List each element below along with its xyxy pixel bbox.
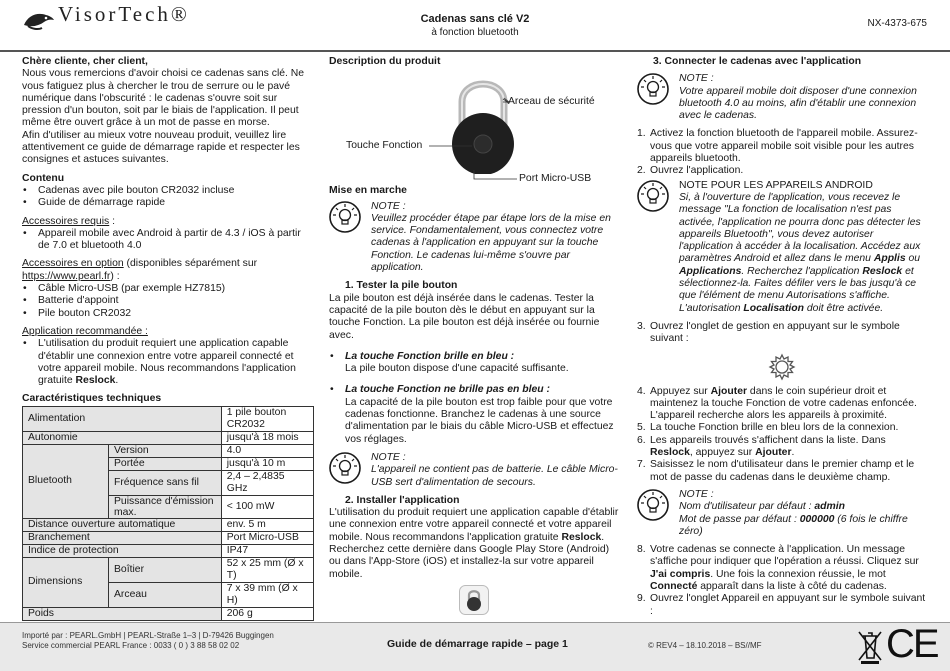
note-text: Votre appareil mobile doit disposer d'une connexion bluetooth 4.0 au moins, afin d'établir une connexion avec le cadenas. xyxy=(679,85,917,122)
app-heading: Application recommandée : xyxy=(22,325,148,337)
service-line: Service commercial PEARL France : 0033 ( 0 ) 3 88 58 02 02 xyxy=(22,641,240,650)
ce-mark: CE xyxy=(886,622,938,666)
step3-heading: 3. Connecter le cadenas avec l'application xyxy=(653,56,862,67)
revision: © REV4 – 18.10.2018 – BS//MF xyxy=(648,641,762,650)
intro-paragraph: Nous vous remercions d'avoir choisi ce cadenas sans clé. Ne vous fatiguez plus à chercher le trou de serrure ou le pavé numérique dans l'obscurité : le cadenas s'ouvre soit sur pression d'un bouton, soit par le biais de l'application. Il peut même être ouvert grâce à un mot de passe en morse. xyxy=(22,68,305,129)
column-2 xyxy=(329,56,619,615)
doc-subtitle: à fonction bluetooth xyxy=(431,27,519,38)
acc-opt-heading: Accessoires en option (disponibles séparément sur https://www.pearl.fr) : xyxy=(22,258,258,282)
table-row: Alimentation 1 pile bouton CR2032 xyxy=(23,406,314,431)
importer-line: Importé par : PEARL.GmbH | PEARL-Straße 1–3 | D-79426 Buggingen xyxy=(22,631,274,640)
specs-table xyxy=(22,406,314,621)
list-item: 3. Ouvrez l'onglet de gestion en appuyant sur le symbole suivant : xyxy=(637,320,900,345)
list-item: 4. Appuyez sur Ajouter dans le coin supérieur droit et maintenez la touche Fonction de votre cadenas enfoncée. L'appareil recherche alors les appareils à proximité. xyxy=(637,385,917,422)
note-box-credentials xyxy=(637,489,929,538)
list-item: • Câble Micro-USB (par exemple HZ7815) xyxy=(22,283,314,295)
mise-en-marche-heading: Mise en marche xyxy=(329,185,407,197)
note-label: NOTE : xyxy=(371,200,406,212)
list-item: 8. Votre cadenas se connecte à l'application. Un message s'affiche pour indiquer que l'opération a réussi. Cliquez sur J'ai compris. Une fois la connexion réussie, le mot Connecté apparaît dans la liste à côté du cadenas. xyxy=(637,544,919,592)
greeting: Chère cliente, cher client, xyxy=(22,56,148,67)
list-item: 5. La touche Fonction brille en bleu lors de la connexion. xyxy=(637,422,899,434)
note-box xyxy=(329,452,619,489)
specs-heading: Caractéristiques techniques xyxy=(22,393,162,405)
label-arceau: Arceau de sécurité xyxy=(508,96,595,108)
table-row: Portée jusqu'à 10 m xyxy=(23,457,314,470)
table-row: Puissance d'émission max. < 100 mW xyxy=(23,495,314,518)
page-label: Guide de démarrage rapide – page 1 xyxy=(387,638,568,650)
importer-info xyxy=(22,631,274,651)
step2-heading: 2. Installer l'application xyxy=(345,494,460,506)
lightbulb-icon xyxy=(637,180,669,212)
note-label: NOTE : xyxy=(679,488,714,500)
leader-line-port-icon xyxy=(473,170,519,182)
lightbulb-icon xyxy=(329,452,361,484)
list-item: • La touche Fonction ne brille pas en bleu : La capacité de la pile bouton est trop faible pour que votre cadenas fonctionne. Branchez le cadenas à une source d'alimentation par le biais du câble Micro-USB et effectuez vos réglages. xyxy=(329,384,619,445)
note-text: Nom d'utilisateur par défaut : admin xyxy=(679,501,846,513)
column-3 xyxy=(637,56,929,618)
label-touche: Touche Fonction xyxy=(346,140,423,152)
intro-paragraph-2: Afin d'utiliser au mieux votre nouveau produit, veuillez lire attentivement ce guide de démarrage rapide et respecter les consignes et astuces suivantes. xyxy=(22,129,300,166)
contenu-list xyxy=(22,185,314,210)
steps-list-c xyxy=(637,386,929,484)
product-diagram xyxy=(329,68,619,174)
app-list xyxy=(22,338,314,387)
table-row: Autonomie jusqu'à 18 mois xyxy=(23,431,314,444)
table-row: Arceau 7 x 39 mm (Ø x H) xyxy=(23,582,314,607)
padlock-illustration-icon xyxy=(329,68,619,174)
table-row: Branchement Port Micro-USB xyxy=(23,531,314,544)
capacity-list xyxy=(329,351,619,446)
note-box-android xyxy=(637,180,929,315)
column-1 xyxy=(22,56,314,621)
note-text: Si, à l'ouverture de l'application, vous recevez le message "La fonction de localisation n'est pas activée, l'application ne pourra donc pas détecter les appareils Bluetooth", vous devez autoriser l'application à accéder à la localisation. Accédez aux paramètres Android et allez dans le menu Applis ou Applications. Recherchez l'application Reslock et sélectionnez-la. Faites défiler vers le bas jusqu'à ce que l'élément de menu Autorisations s'affiche. L'autorisation Localisation doit être activée. xyxy=(679,191,921,314)
table-row: Distance ouverture automatique env. 5 m xyxy=(23,518,314,531)
note-box xyxy=(329,201,619,275)
list-item: • Cadenas avec pile bouton CR2032 incluse xyxy=(22,185,314,197)
note-text: Veuillez procéder étape par étape lors de la mise en service. Fondamentalement, vous connectez votre cadenas à l'application en appuyant sur la touche Fonction. Le cadenas lui-même s'ouvre par application. xyxy=(371,212,611,274)
list-item: 7. Saisissez le nom d'utilisateur dans le premier champ et le mot de passe du cadenas dans le deuxième champ. xyxy=(637,459,915,483)
gear-icon xyxy=(768,353,796,381)
note-label: NOTE : xyxy=(371,451,406,463)
steps-list-a xyxy=(637,128,929,177)
table-row: Poids 206 g xyxy=(23,607,314,620)
list-item: • Appareil mobile avec Android à partir de 4.3 / iOS à partir de 7.0 et bluetooth 4.0 xyxy=(22,228,314,253)
table-row: Dimensions Boîtier 52 x 25 mm (Ø x T) xyxy=(23,557,314,582)
acc-req-list xyxy=(22,228,314,253)
note-text: Mot de passe par défaut : 000000 (6 fois le chiffre zéro) xyxy=(679,513,908,537)
list-item: • Pile bouton CR2032 xyxy=(22,308,314,320)
brand-name: VisorTech® xyxy=(58,2,190,26)
doc-title: Cadenas sans clé V2 xyxy=(420,13,530,25)
note-box xyxy=(637,73,929,122)
list-item: • L'utilisation du produit requiert une application capable d'établir une connexion entre votre appareil connecté et votre appareil mobile. Nous recommandons l'application gratuite Reslock. xyxy=(22,338,314,387)
list-item: • Guide de démarrage rapide xyxy=(22,197,314,209)
table-row: Bluetooth Version 4.0 xyxy=(23,444,314,457)
list-item: • La touche Fonction brille en bleu : La pile bouton dispose d'une capacité suffisante. xyxy=(329,351,619,376)
lightbulb-icon xyxy=(637,489,669,521)
table-row: Fréquence sans fil 2,4 – 2,4835 GHz xyxy=(23,470,314,495)
lightbulb-icon xyxy=(329,201,361,233)
list-item: • Batterie d'appoint xyxy=(22,295,314,307)
weee-bin-icon xyxy=(855,628,885,664)
contenu-heading: Contenu xyxy=(22,172,65,184)
list-item: 1. Activez la fonction bluetooth de l'appareil mobile. Assurez-vous que votre appareil mobile soit visible pour les autres appareils bluetooth. xyxy=(637,128,918,165)
note-label: NOTE POUR LES APPAREILS ANDROID xyxy=(679,179,873,191)
label-port: Port Micro-USB xyxy=(519,173,592,185)
pearl-link[interactable]: https://www.pearl.fr xyxy=(22,270,111,282)
description-heading: Description du produit xyxy=(329,56,441,67)
note-text: L'appareil ne contient pas de batterie. Le câble Micro-USB sert d'alimentation de secours. xyxy=(371,464,618,488)
product-ref: NX-4373-675 xyxy=(867,18,927,29)
list-item: 6. Les appareils trouvés s'affichent dans la liste. Dans Reslock, appuyez sur Ajouter. xyxy=(637,434,886,459)
table-row: Indice de protection IP47 xyxy=(23,544,314,557)
note-label: NOTE : xyxy=(679,73,714,85)
steps-list-b xyxy=(637,321,929,346)
list-item: 2. Ouvrez l'application. xyxy=(637,165,744,177)
reslock-app-icon xyxy=(459,585,489,615)
acc-opt-list xyxy=(22,283,314,320)
acc-req-heading: Accessoires requis : xyxy=(22,215,115,227)
step1-heading: 1. Tester la pile bouton xyxy=(345,280,458,292)
header-divider xyxy=(0,50,950,52)
list-item: 9. Ouvrez l'onglet Appareil en appuyant sur le symbole suivant : xyxy=(637,593,926,617)
lightbulb-icon xyxy=(637,73,669,105)
step1-text: La pile bouton est déjà insérée dans le cadenas. Tester la capacité de la pile bouton dès le début en appuyant sur la touche Fonction. La pile bouton est déjà insérée ou fournie avec. xyxy=(329,292,600,341)
step2-text: L'utilisation du produit requiert une application capable d'établir une connexion entre votre appareil connecté et votre appareil mobile. Nous recommandons l'application gratuite Reslock. Recherchez cette dernière dans Google Play Store (Android) ou dans l'App-Store (iOS) et installez-la sur votre appareil mobile. xyxy=(329,507,619,580)
steps-list-d xyxy=(637,544,929,618)
